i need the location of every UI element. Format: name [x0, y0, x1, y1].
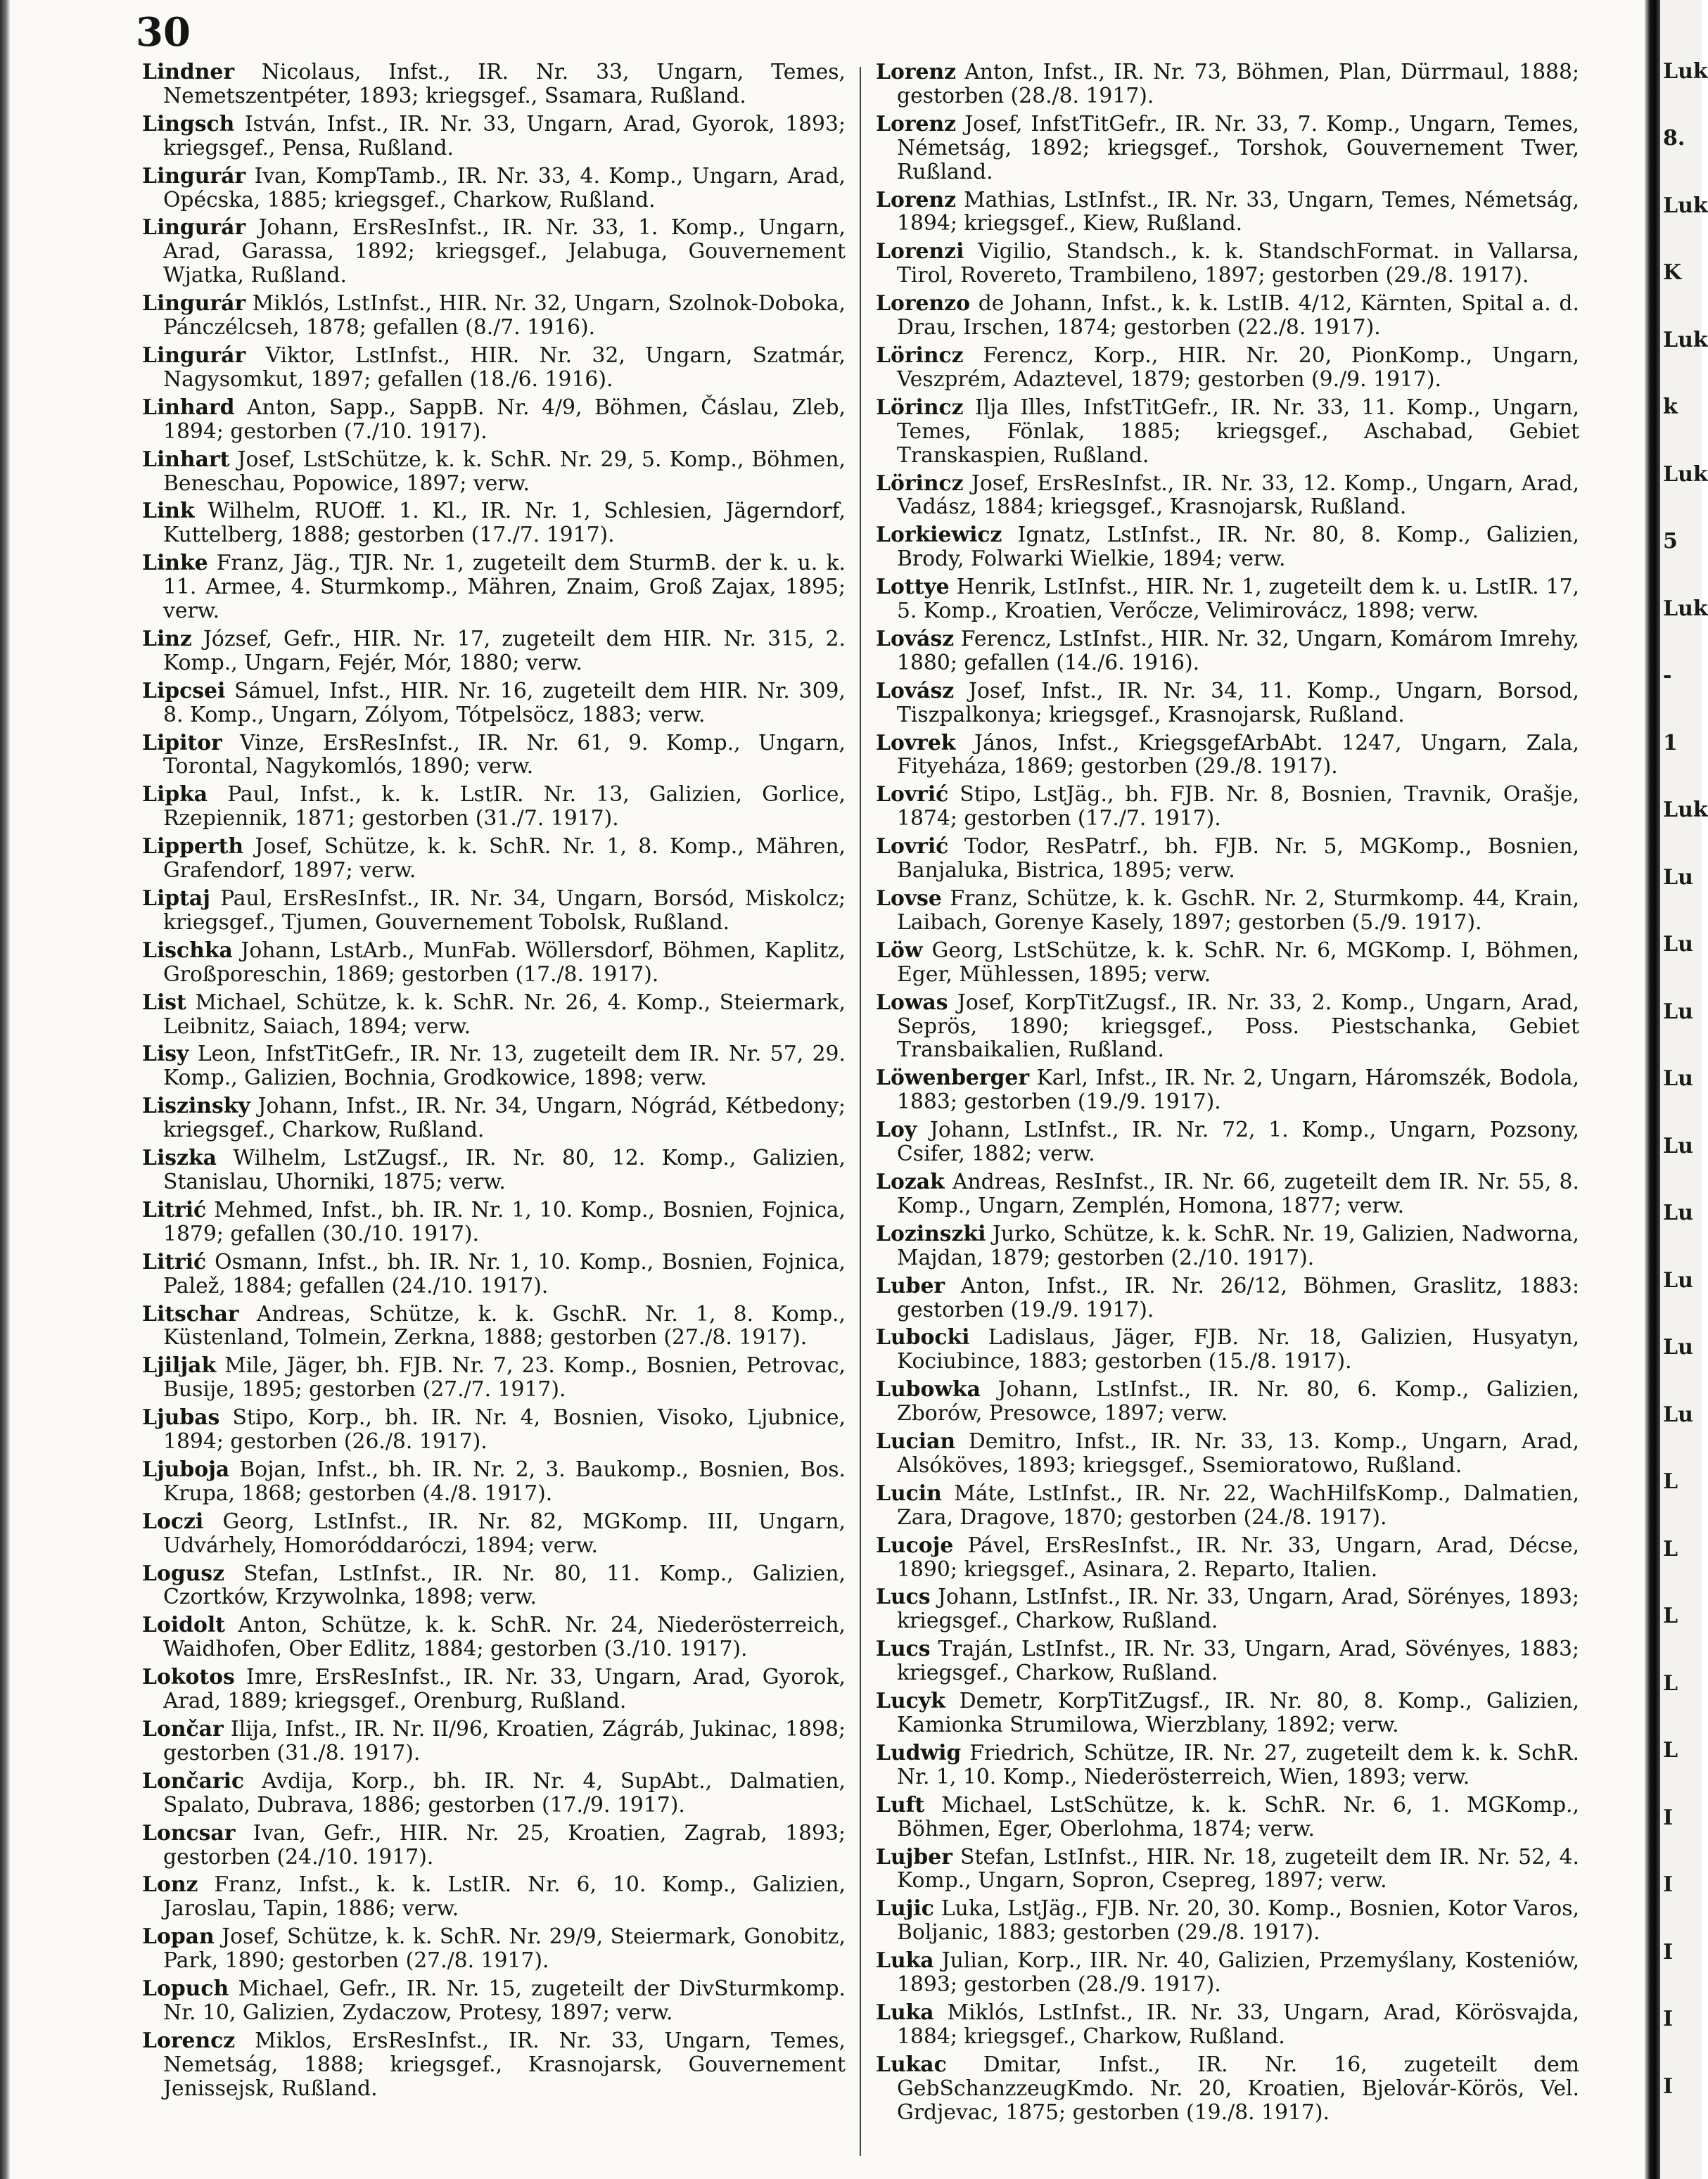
- entry-details: Demitro, Infst., IR. Nr. 33, 13. Komp., Ungarn, Arad, Alsóköves, 1893; kriegsgef., Ssemioratowo, Rußland.: [897, 1429, 1579, 1478]
- entry-surname: Ljiljak: [142, 1353, 217, 1379]
- register-entry: [876, 991, 1579, 1063]
- column-divider: [860, 67, 861, 2156]
- register-entry: [876, 939, 1579, 987]
- entry-surname: Lörincz: [876, 471, 964, 496]
- entry-surname: Lorenz: [876, 60, 957, 84]
- adjacent-page-fragment: Lu: [1663, 1267, 1693, 1293]
- entry-details: Ivan, KompTamb., IR. Nr. 33, 4. Komp., Ungarn, Arad, Opécska, 1885; kriegsgef., Charkow, Rußland.: [163, 163, 846, 212]
- register-entry: [142, 448, 846, 496]
- entry-surname: Ludwig: [876, 1740, 962, 1765]
- entry-surname: Liszka: [142, 1146, 217, 1171]
- entry-surname: Lucs: [876, 1585, 931, 1610]
- register-entry: [876, 396, 1579, 468]
- entry-surname: Lopan: [142, 1924, 215, 1950]
- register-entry: [142, 1770, 846, 1817]
- entry-details: Johann, Infst., IR. Nr. 34, Ungarn, Nógrád, Kétbedony; kriegsgef., Charkow, Rußland.: [163, 1094, 846, 1143]
- entry-surname: Lopuch: [142, 1976, 229, 2002]
- entry-details: Stefan, LstInfst., HIR. Nr. 18, zugeteilt dem IR. Nr. 52, 4. Komp., Ungarn, Sopron, Csepreg, 1897; verw.: [897, 1844, 1579, 1893]
- adjacent-page-fragment: I: [1663, 2073, 1674, 2099]
- register-entry: [142, 1354, 846, 1402]
- register-entry: [142, 165, 846, 212]
- entry-details: Mathias, LstInfst., IR. Nr. 33, Ungarn, Temes, Németság, 1894; kriegsgef., Kiew, Rußland.: [897, 187, 1579, 236]
- entry-surname: Lucoje: [876, 1533, 954, 1558]
- entry-surname: Ljuboja: [142, 1457, 230, 1482]
- entry-details: Johann, LstInfst., IR. Nr. 33, Ungarn, Arad, Sörényes, 1893; kriegsgef., Charkow, Rußland.: [897, 1585, 1579, 1634]
- entry-details: Miklós, LstInfst., HIR. Nr. 32, Ungarn, Szolnok-Doboka, Pánczélcseh, 1878; gefallen (8./7. 1916).: [163, 291, 846, 340]
- register-entry: [876, 60, 1579, 108]
- entry-details: Bojan, Infst., bh. IR. Nr. 2, 3. Baukomp., Bosnien, Bos. Krupa, 1868; gestorben (4./8. 1917).: [163, 1457, 846, 1506]
- entry-surname: Lipitor: [142, 730, 222, 755]
- entry-surname: Lowas: [876, 990, 948, 1015]
- entry-details: János, Infst., KriegsgefArbAbt. 1247, Ungarn, Zala, Fityeháza, 1869; gestorben (29./8. 1917).: [897, 730, 1579, 779]
- entry-surname: Lovász: [876, 678, 955, 703]
- register-entry: [876, 1482, 1579, 1530]
- register-entry: [876, 835, 1579, 883]
- adjacent-page-fragment: Lu: [1663, 1133, 1693, 1158]
- entry-surname: Liptaj: [142, 886, 210, 911]
- entry-surname: Lucin: [876, 1481, 942, 1506]
- register-entry: [876, 1585, 1579, 1633]
- entry-surname: Lucian: [876, 1429, 956, 1455]
- register-entry: [876, 1170, 1579, 1218]
- entry-surname: Lončar: [142, 1717, 224, 1742]
- register-entry: [142, 113, 846, 160]
- register-entry: [142, 1822, 846, 1870]
- entry-surname: Lorkiewicz: [876, 523, 1002, 548]
- register-entry: [142, 499, 846, 547]
- entry-surname: Lovse: [876, 886, 942, 911]
- adjacent-page-fragment: Lu: [1663, 1201, 1693, 1226]
- register-entry: [142, 1925, 846, 1973]
- entry-surname: Lukac: [876, 2052, 947, 2077]
- register-entry: [876, 1326, 1579, 1374]
- entry-details: Josef, ErsResInfst., IR. Nr. 33, 12. Komp., Ungarn, Arad, Vadász, 1884; kriegsgef., Krasnojarsk, Rußland.: [897, 471, 1579, 520]
- register-entry: [142, 1303, 846, 1350]
- adjacent-page-fragment: I: [1663, 1805, 1674, 1830]
- adjacent-page-fragment: Luk: [1663, 59, 1708, 84]
- adjacent-page-fragment: Luk: [1663, 798, 1708, 823]
- adjacent-page-fragment: 8.: [1663, 126, 1685, 151]
- entry-surname: Löw: [876, 938, 923, 963]
- entry-details: Miklós, LstInfst., IR. Nr. 33, Ungarn, Arad, Körösvajda, 1884; kriegsgef., Charkow, Rußland.: [897, 2000, 1579, 2049]
- adjacent-page-fragment: Luk: [1663, 193, 1708, 218]
- adjacent-page-fragment: 5: [1663, 529, 1678, 554]
- entry-details: Josef, Infst., IR. Nr. 34, 11. Komp., Ungarn, Borsod, Tiszpalkonya; kriegsgef., Krasnojarsk, Rußland.: [897, 678, 1579, 727]
- entry-surname: Loidolt: [142, 1613, 225, 1638]
- entry-surname: Logusz: [142, 1561, 225, 1586]
- entry-details: Wilhelm, RUOff. 1. Kl., IR. Nr. 1, Schlesien, Jägerndorf, Kuttelberg, 1888; gestorben (17./7. 1917).: [163, 499, 846, 548]
- register-entry: [142, 991, 846, 1039]
- entry-details: Karl, Infst., IR. Nr. 2, Ungarn, Háromszék, Bodola, 1883; gestorben (19./9. 1917).: [897, 1066, 1579, 1115]
- register-entry: [142, 396, 846, 444]
- entry-details: Viktor, LstInfst., HIR. Nr. 32, Ungarn, Szatmár, Nagysomkut, 1897; gefallen (18./6. 1916).: [163, 343, 846, 392]
- entry-details: Wilhelm, LstZugsf., IR. Nr. 80, 12. Komp., Galizien, Stanislau, Uhorniki, 1875; verw.: [163, 1146, 846, 1194]
- entry-details: Vinze, ErsResInfst., IR. Nr. 61, 9. Komp., Ungarn, Torontal, Nagykomlós, 1890; verw.: [163, 730, 846, 779]
- register-entry: [876, 1066, 1579, 1114]
- entry-details: Henrik, LstInfst., HIR. Nr. 1, zugeteilt dem k. u. LstIR. 17, 5. Komp., Kroatien, Verőcze, Velimirovácz, 1898; verw.: [897, 575, 1579, 624]
- register-entry: [876, 1794, 1579, 1841]
- entry-surname: Lörincz: [876, 395, 964, 420]
- register-entry: [142, 1873, 846, 1921]
- entry-details: Michael, Schütze, k. k. SchR. Nr. 26, 4. Komp., Steiermark, Leibnitz, Saiach, 1894; verw.: [163, 990, 846, 1039]
- adjacent-page-fragment: L: [1663, 1604, 1678, 1629]
- entry-surname: Lisy: [142, 1042, 189, 1067]
- entry-details: Josef, Schütze, k. k. SchR. Nr. 29/9, Steiermark, Gonobitz, Park, 1890; gestorben (27./8. 1917).: [163, 1924, 846, 1974]
- adjacent-page-fragment: Luk: [1663, 327, 1708, 352]
- register-entry: [142, 292, 846, 340]
- entry-details: Georg, LstSchütze, k. k. SchR. Nr. 6, MGKomp. I, Böhmen, Eger, Mühlessen, 1895; verw.: [897, 938, 1579, 987]
- entry-surname: Lonz: [142, 1872, 198, 1898]
- adjacent-page-fragment: Lu: [1663, 932, 1693, 957]
- adjacent-page-fragment: L: [1663, 1738, 1678, 1763]
- entry-surname: Lujic: [876, 1896, 934, 1922]
- register-entry: [142, 1718, 846, 1765]
- register-entry: [876, 1118, 1579, 1166]
- register-entry: [876, 1274, 1579, 1322]
- register-entry: [876, 783, 1579, 831]
- entry-surname: Lorenz: [876, 187, 957, 212]
- entry-surname: Lovrić: [876, 834, 949, 860]
- register-entry: [142, 1146, 846, 1194]
- adjacent-page-fragment: Lu: [1663, 1066, 1693, 1092]
- entry-surname: Lingurár: [142, 291, 246, 317]
- register-entry: [142, 216, 846, 288]
- entry-surname: Luft: [876, 1792, 925, 1817]
- entry-surname: Lucs: [876, 1637, 931, 1662]
- left-column: [142, 60, 846, 2101]
- entry-surname: Linke: [142, 551, 208, 576]
- adjacent-page-fragment: Lu: [1663, 864, 1693, 890]
- adjacent-page-fragment: Luk: [1663, 461, 1708, 487]
- register-entry: [876, 1846, 1579, 1893]
- entry-surname: Lindner: [142, 60, 235, 84]
- entry-surname: Linz: [142, 626, 192, 651]
- entry-details: Luka, LstJäg., FJB. Nr. 20, 30. Komp., Bosnien, Kotor Varos, Boljanic, 1883; gestorben (29./8. 1917).: [897, 1896, 1579, 1945]
- entry-surname: Lottye: [876, 575, 950, 600]
- entry-surname: Lingsch: [142, 111, 235, 136]
- entry-surname: Lovász: [876, 626, 955, 651]
- entry-details: Franz, Infst., k. k. LstIR. Nr. 6, 10. Komp., Galizien, Jaroslau, Tapin, 1886; verw.: [163, 1872, 846, 1922]
- entry-surname: Luka: [876, 2000, 934, 2025]
- page-number: 30: [136, 9, 191, 56]
- register-entry: [876, 627, 1579, 675]
- register-entry: [876, 887, 1579, 935]
- register-entry: [876, 1378, 1579, 1426]
- entry-details: Miklos, ErsResInfst., IR. Nr. 33, Ungarn, Temes, Nemetság, 1888; kriegsgef., Krasnojarsk, Gouvernement Jenissejsk, Rußland.: [163, 2028, 846, 2101]
- register-entry: [876, 523, 1579, 571]
- register-entry: [142, 60, 846, 108]
- entry-details: Anton, Infst., IR. Nr. 26/12, Böhmen, Graslitz, 1883: gestorben (19./9. 1917).: [897, 1273, 1579, 1322]
- entry-details: Josef, InfstTitGefr., IR. Nr. 33, 7. Komp., Ungarn, Temes, Németság, 1892; kriegsgef., Torshok, Gouvernement Twer, Rußland.: [897, 111, 1579, 184]
- entry-details: Michael, Gefr., IR. Nr. 15, zugeteilt der DivSturmkomp. Nr. 10, Galizien, Zydaczow, Protesy, 1897; verw.: [163, 1976, 846, 2025]
- register-entry: [876, 472, 1579, 520]
- register-entry: [876, 1534, 1579, 1582]
- adjacent-page-fragment: 1: [1663, 730, 1678, 755]
- entry-surname: Lovrić: [876, 782, 949, 807]
- adjacent-page-fragment: L: [1663, 1670, 1678, 1696]
- register-entry: [142, 731, 846, 779]
- register-entry: [876, 1689, 1579, 1737]
- entry-surname: Lorenzo: [876, 291, 970, 317]
- register-entry: [142, 551, 846, 623]
- register-entry: [876, 1222, 1579, 1270]
- register-entry: [142, 1406, 846, 1454]
- entry-details: Traján, LstInfst., IR. Nr. 33, Ungarn, Arad, Sövényes, 1883; kriegsgef., Charkow, Rußland.: [897, 1637, 1579, 1686]
- register-entry: [876, 292, 1579, 340]
- entry-details: Andreas, Schütze, k. k. GschR. Nr. 1, 8. Komp., Küstenland, Tolmein, Zerkna, 1888; gestorben (27./8. 1917).: [163, 1301, 846, 1350]
- entry-details: Stefan, LstInfst., IR. Nr. 80, 11. Komp., Galizien, Czortków, Krzywolnka, 1898; verw.: [163, 1561, 846, 1610]
- entry-details: Johann, ErsResInfst., IR. Nr. 33, 1. Komp., Ungarn, Arad, Garassa, 1892; kriegsgef., Jelabuga, Gouvernement Wjatka, Rußland.: [163, 215, 846, 288]
- entry-details: Mehmed, Infst., bh. IR. Nr. 1, 10. Komp., Bosnien, Fojnica, 1879; gefallen (30./10. 1917).: [163, 1197, 846, 1246]
- book-gutter: [1645, 0, 1660, 2179]
- entry-details: Pável, ErsResInfst., IR. Nr. 33, Ungarn, Arad, Décse, 1890; kriegsgef., Asinara, 2. Reparto, Italien.: [897, 1533, 1579, 1582]
- entry-surname: Lörincz: [876, 343, 964, 368]
- entry-surname: Lubowka: [876, 1377, 981, 1402]
- entry-details: Ilja Illes, InfstTitGefr., IR. Nr. 33, 11. Komp., Ungarn, Temes, Fönlak, 1885; kriegsgef., Aschabad, Gebiet Transkaspien, Rußland.: [897, 395, 1579, 468]
- entry-details: Demetr, KorpTitZugsf., IR. Nr. 80, 8. Komp., Galizien, Kamionka Strumilowa, Wierzblany, 1892; verw.: [897, 1689, 1579, 1737]
- register-entry: [876, 1949, 1579, 1997]
- register-entry: [142, 1199, 846, 1246]
- entry-details: Georg, LstInfst., IR. Nr. 82, MGKomp. III, Ungarn, Udvárhely, Homoróddaróczi, 1894; verw.: [163, 1509, 846, 1558]
- register-entry: [876, 1897, 1579, 1945]
- entry-surname: Luber: [876, 1273, 945, 1298]
- register-entry: [876, 2001, 1579, 2049]
- entry-surname: Lorencz: [142, 2028, 236, 2053]
- register-entry: [142, 2029, 846, 2101]
- entry-details: Friedrich, Schütze, IR. Nr. 27, zugeteilt dem k. k. SchR. Nr. 1, 10. Komp., Niederösterreich, Wien, 1893; verw.: [897, 1740, 1579, 1789]
- entry-details: Franz, Jäg., TJR. Nr. 1, zugeteilt dem SturmB. der k. u. k. 11. Armee, 4. Sturmkomp., Mähren, Znaim, Groß Zajax, 1895; verw.: [163, 551, 846, 624]
- entry-details: Avdija, Korp., bh. IR. Nr. 4, SupAbt., Dalmatien, Spalato, Dubrava, 1886; gestorben (17./9. 1917).: [163, 1768, 846, 1817]
- register-entry: [876, 1742, 1579, 1789]
- register-entry: [876, 2053, 1579, 2125]
- entry-details: Johann, LstInfst., IR. Nr. 72, 1. Komp., Ungarn, Pozsony, Csifer, 1882; verw.: [897, 1118, 1579, 1167]
- entry-surname: Liszinsky: [142, 1094, 250, 1119]
- entry-details: Ladislaus, Jäger, FJB. Nr. 18, Galizien, Husyatyn, Kociubince, 1883; gestorben (15./8. 1917).: [897, 1325, 1579, 1374]
- adjacent-page-fragment: k: [1663, 395, 1678, 420]
- entry-details: Ivan, Gefr., HIR. Nr. 25, Kroatien, Zagrab, 1893; gestorben (24./10. 1917).: [163, 1820, 846, 1870]
- entry-surname: Lingurár: [142, 343, 246, 368]
- entry-details: Johann, LstInfst., IR. Nr. 80, 6. Komp., Galizien, Zborów, Presowce, 1897; verw.: [897, 1377, 1579, 1426]
- entry-details: de Johann, Infst., k. k. LstIB. 4/12, Kärnten, Spital a. d. Drau, Irschen, 1874; gestorben (22./8. 1917).: [897, 291, 1579, 340]
- register-entry: [142, 1510, 846, 1558]
- entry-surname: Loncsar: [142, 1820, 236, 1846]
- entry-details: Osmann, Infst., bh. IR. Nr. 1, 10. Komp., Bosnien, Fojnica, Palež, 1884; gefallen (24./10. 1917).: [163, 1249, 846, 1298]
- entry-details: Josef, Schütze, k. k. SchR. Nr. 1, 8. Komp., Mähren, Grafendorf, 1897; verw.: [163, 834, 846, 883]
- register-entry: [876, 344, 1579, 392]
- register-entry: [142, 887, 846, 935]
- adjacent-page-fragment: -: [1663, 663, 1672, 689]
- entry-surname: Lingurár: [142, 163, 246, 188]
- adjacent-page-fragment: I: [1663, 1872, 1674, 1898]
- entry-surname: Lipperth: [142, 834, 244, 860]
- register-entry: [876, 679, 1579, 727]
- entry-surname: Lorenz: [876, 111, 957, 136]
- entry-surname: Lucyk: [876, 1689, 945, 1714]
- entry-surname: Litrić: [142, 1249, 207, 1274]
- entry-details: Mile, Jäger, bh. FJB. Nr. 7, 23. Komp., Bosnien, Petrovac, Busije, 1895; gestorben (27./7. 1917).: [163, 1353, 846, 1402]
- entry-surname: Lubocki: [876, 1325, 970, 1350]
- entry-details: Nicolaus, Infst., IR. Nr. 33, Ungarn, Temes, Nemetszentpéter, 1893; kriegsgef., Ssamara, Rußland.: [163, 60, 846, 108]
- adjacent-page-fragment: I: [1663, 1939, 1674, 1964]
- register-entry: [876, 575, 1579, 623]
- entry-details: Julian, Korp., IIR. Nr. 40, Galizien, Przemyślany, Kosteniów, 1893; gestorben (28./9. 1917).: [897, 1948, 1579, 1998]
- register-entry: [142, 344, 846, 392]
- entry-surname: Lozak: [876, 1169, 945, 1194]
- entry-details: Ferencz, Korp., HIR. Nr. 20, PionKomp., Ungarn, Veszprém, Adaztevel, 1879; gestorben (9./9. 1917).: [897, 343, 1579, 392]
- adjacent-page-fragment: K: [1663, 260, 1682, 286]
- register-entry: [142, 1458, 846, 1506]
- adjacent-page-fragment: L: [1663, 1536, 1678, 1561]
- entry-surname: Lujber: [876, 1844, 952, 1870]
- entry-surname: Lingurár: [142, 215, 246, 241]
- entry-surname: Lipcsei: [142, 678, 226, 703]
- register-entry: [142, 627, 846, 675]
- entry-details: Paul, Infst., k. k. LstIR. Nr. 13, Galizien, Gorlice, Rzepiennik, 1871; gestorben (31./7. 1917).: [163, 782, 846, 831]
- entry-details: Anton, Schütze, k. k. SchR. Nr. 24, Niederösterreich, Waidhofen, Ober Edlitz, 1884; gestorben (3./10. 1917).: [163, 1613, 846, 1662]
- entry-details: Vigilio, Standsch., k. k. StandschFormat. in Vallarsa, Tirol, Rovereto, Trambileno, 1897; gestorben (29./8. 1917).: [897, 239, 1579, 288]
- entry-details: Michael, LstSchütze, k. k. SchR. Nr. 6, 1. MGKomp., Böhmen, Eger, Oberlohma, 1874; verw.: [897, 1792, 1579, 1841]
- entry-surname: Lorenzi: [876, 239, 964, 264]
- entry-surname: Lischka: [142, 938, 233, 963]
- adjacent-page-fragment: Lu: [1663, 1335, 1693, 1360]
- entry-surname: Lokotos: [142, 1665, 235, 1690]
- entry-surname: Lončaric: [142, 1768, 245, 1794]
- register-entry: [142, 1251, 846, 1298]
- register-entry: [876, 188, 1579, 236]
- entry-details: Josef, KorpTitZugsf., IR. Nr. 33, 2. Komp., Ungarn, Arad, Seprös, 1890; kriegsgef., Poss. Piestschanka, Gebiet Transbaikalien, Rußland.: [897, 990, 1579, 1063]
- entry-details: József, Gefr., HIR. Nr. 17, zugeteilt dem HIR. Nr. 315, 2. Komp., Ungarn, Fejér, Mór, 1880; verw.: [163, 626, 846, 675]
- entry-details: Sámuel, Infst., HIR. Nr. 16, zugeteilt dem HIR. Nr. 309, 8. Komp., Ungarn, Zólyom, Tótpelsöcz, 1883; verw.: [163, 678, 846, 727]
- entry-details: Jurko, Schütze, k. k. SchR. Nr. 19, Galizien, Nadworna, Majdan, 1879; gestorben (2./10. 1917).: [897, 1221, 1579, 1270]
- entry-details: Ilija, Infst., IR. Nr. II/96, Kroatien, Zágráb, Jukinac, 1898; gestorben (31./8. 1917).: [163, 1717, 846, 1765]
- right-column: [876, 60, 1579, 2125]
- entry-details: Paul, ErsResInfst., IR. Nr. 34, Ungarn, Borsód, Miskolcz; kriegsgef., Tjumen, Gouvernement Tobolsk, Rußland.: [163, 886, 846, 935]
- entry-surname: Lozinszki: [876, 1221, 986, 1246]
- entry-details: Franz, Schütze, k. k. GschR. Nr. 2, Sturmkomp. 44, Krain, Laibach, Gorenye Kasely, 1897; gestorben (5./9. 1917).: [897, 886, 1579, 935]
- register-entry: [142, 1042, 846, 1090]
- entry-details: Stipo, LstJäg., bh. FJB. Nr. 8, Bosnien, Travnik, Orašje, 1874; gestorben (17./7. 1917).: [897, 782, 1579, 831]
- adjacent-page-fragment: Luk: [1663, 596, 1708, 621]
- entry-details: Dmitar, Infst., IR. Nr. 16, zugeteilt dem GebSchanzzeugKmdo. Nr. 20, Kroatien, Bjelovár-Körös, Vel. Grdjevac, 1875; gestorben (19./8. 1917).: [897, 2052, 1579, 2125]
- register-entry: [142, 1977, 846, 2025]
- entry-details: Imre, ErsResInfst., IR. Nr. 33, Ungarn, Arad, Gyorok, Arad, 1889; kriegsgef., Orenburg, Rußland.: [163, 1665, 846, 1714]
- adjacent-page-strip: [1660, 0, 1708, 2179]
- entry-details: Máte, LstInfst., IR. Nr. 22, WachHilfsKomp., Dalmatien, Zara, Dragove, 1870; gestorben (24./8. 1917).: [897, 1481, 1579, 1530]
- entry-details: Anton, Sapp., SappB. Nr. 4/9, Böhmen, Čáslau, Zleb, 1894; gestorben (7./10. 1917).: [163, 395, 846, 444]
- register-entry: [142, 835, 846, 883]
- entry-surname: Litrić: [142, 1197, 207, 1222]
- register-entry: [876, 731, 1579, 779]
- adjacent-page-fragment: Lu: [1663, 999, 1693, 1024]
- entry-surname: Link: [142, 499, 195, 524]
- register-entry: [142, 783, 846, 831]
- register-entry: [142, 1614, 846, 1661]
- adjacent-page-fragment: I: [1663, 2007, 1674, 2032]
- entry-surname: Loy: [876, 1118, 917, 1143]
- entry-details: Todor, ResPatrf., bh. FJB. Nr. 5, MGKomp., Bosnien, Banjaluka, Bistrica, 1895; verw.: [897, 834, 1579, 883]
- entry-surname: Lipka: [142, 782, 208, 807]
- entry-surname: Linhart: [142, 447, 230, 472]
- register-entry: [876, 1430, 1579, 1478]
- entry-surname: Linhard: [142, 395, 235, 420]
- register-entry: [876, 240, 1579, 288]
- entry-surname: Litschar: [142, 1301, 239, 1327]
- entry-details: Anton, Infst., IR. Nr. 73, Böhmen, Plan, Dürrmaul, 1888; gestorben (28./8. 1917).: [897, 60, 1579, 108]
- adjacent-page-fragment: L: [1663, 1469, 1678, 1495]
- entry-details: Josef, LstSchütze, k. k. SchR. Nr. 29, 5. Komp., Böhmen, Beneschau, Popowice, 1897; verw.: [163, 447, 846, 496]
- adjacent-page-fragment: Lu: [1663, 1402, 1693, 1427]
- entry-surname: Loczi: [142, 1509, 204, 1534]
- register-entry: [142, 1562, 846, 1610]
- register-entry: [142, 939, 846, 987]
- register-entry: [142, 679, 846, 727]
- entry-surname: Ljubas: [142, 1405, 220, 1431]
- register-entry: [876, 1637, 1579, 1685]
- entry-details: Andreas, ResInfst., IR. Nr. 66, zugeteilt dem IR. Nr. 55, 8. Komp., Ungarn, Zemplén, Homona, 1877; verw.: [897, 1169, 1579, 1218]
- scan-left-edge: [0, 0, 10, 2179]
- register-entry: [142, 1666, 846, 1713]
- entry-details: Leon, InfstTitGefr., IR. Nr. 13, zugeteilt dem IR. Nr. 57, 29. Komp., Galizien, Bochnia, Grodkowice, 1898; verw.: [163, 1042, 846, 1091]
- entry-surname: Lovrek: [876, 730, 956, 755]
- entry-details: Ignatz, LstInfst., IR. Nr. 80, 8. Komp., Galizien, Brody, Folwarki Wielkie, 1894; verw.: [897, 523, 1579, 572]
- entry-details: István, Infst., IR. Nr. 33, Ungarn, Arad, Gyorok, 1893; kriegsgef., Pensa, Rußland.: [163, 111, 846, 160]
- entry-details: Stipo, Korp., bh. IR. Nr. 4, Bosnien, Visoko, Ljubnice, 1894; gestorben (26./8. 1917).: [163, 1405, 846, 1455]
- entry-details: Ferencz, LstInfst., HIR. Nr. 32, Ungarn, Komárom Imrehy, 1880; gefallen (14./6. 1916).: [897, 626, 1579, 675]
- register-entry: [876, 113, 1579, 184]
- register-entry: [142, 1094, 846, 1142]
- entry-surname: Löwenberger: [876, 1066, 1030, 1091]
- entry-details: Johann, LstArb., MunFab. Wöllersdorf, Böhmen, Kaplitz, Großporeschin, 1869; gestorben (17./8. 1917).: [163, 938, 846, 987]
- entry-surname: List: [142, 990, 186, 1015]
- entry-surname: Luka: [876, 1948, 934, 1974]
